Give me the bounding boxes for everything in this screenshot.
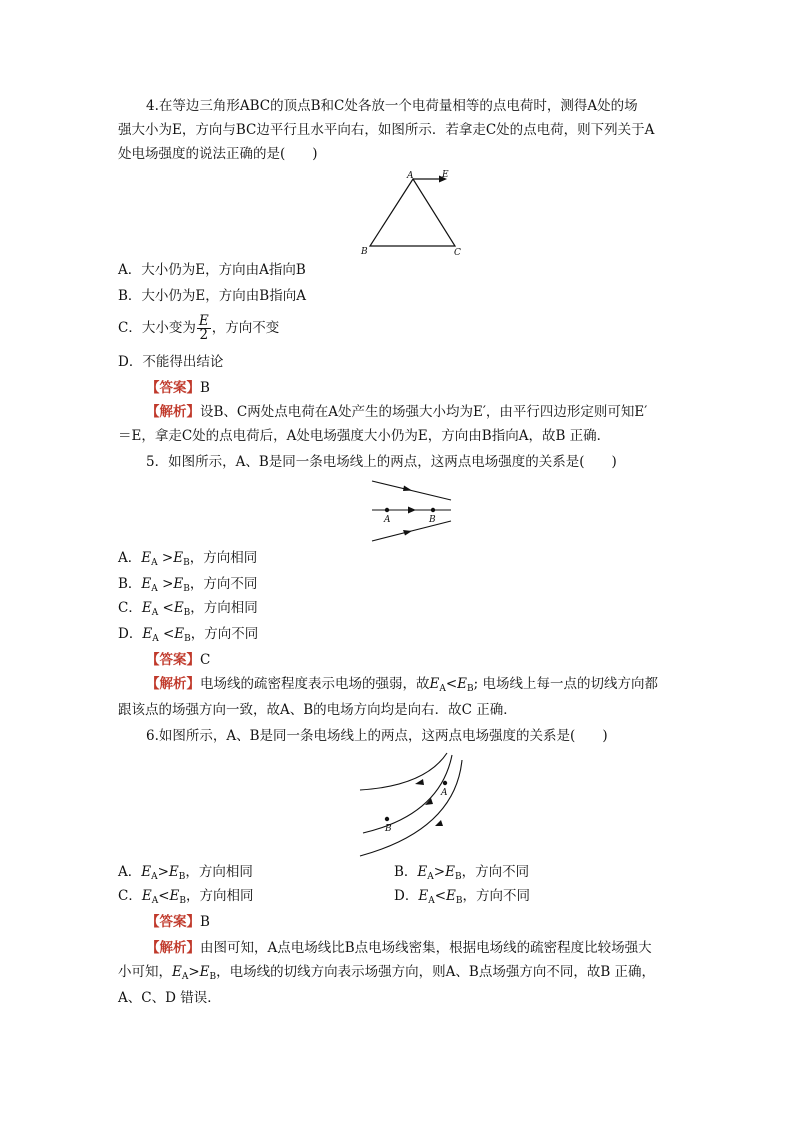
point-b bbox=[431, 508, 435, 512]
analysis-text: 由图可知，A点电场线比B点电场线密集，根据电场线的疏密程度比较场强大 bbox=[200, 940, 652, 956]
answer-value: B bbox=[200, 380, 210, 396]
field-line-middle bbox=[363, 755, 452, 833]
q4-triangle-figure bbox=[355, 166, 465, 256]
fraction-e-over-2 bbox=[197, 315, 211, 342]
fraction-denominator: 2 bbox=[199, 327, 209, 343]
vertex-label-b: B bbox=[361, 247, 368, 256]
q6-option-b: B．$E_A>E_B$，方向不同 bbox=[394, 864, 530, 882]
q5-stem-line1: 5．如图所示，A、B是同一条电场线上的两点，这两点电场强度的关系是( ) bbox=[146, 454, 617, 470]
triangle-abc bbox=[370, 179, 455, 246]
point-a bbox=[443, 781, 447, 785]
analysis-label: 【解析】 bbox=[146, 940, 200, 956]
q5-analysis-line1 bbox=[146, 674, 658, 699]
point-b bbox=[385, 817, 389, 821]
q4-analysis-line1 bbox=[146, 402, 647, 422]
q5-option-b: B．$E_A >E_B$，方向不同 bbox=[118, 576, 258, 594]
q5-option-d: D．$E_A <E_B$，方向不同 bbox=[118, 626, 259, 644]
q6-option-c: C．$E_A<E_B$，方向相同 bbox=[118, 888, 254, 906]
fraction-numerator: E bbox=[198, 313, 209, 329]
analysis-text: 电场线的疏密程度表示电场的强弱，故$E_A<E_B$; 电场线上每一点的切线方向都 bbox=[200, 676, 658, 694]
point-label-a: A bbox=[384, 515, 391, 525]
q6-option-a: A．$E_A>E_B$，方向相同 bbox=[118, 864, 253, 882]
arrow-label-e: E bbox=[442, 170, 449, 180]
arrowhead-inner bbox=[415, 779, 424, 785]
q5-answer bbox=[146, 650, 210, 670]
q5-option-c: C．$E_A <E_B$，方向相同 bbox=[118, 600, 258, 618]
answer-value: B bbox=[200, 914, 210, 930]
arrowhead-top bbox=[403, 486, 412, 492]
q6-answer bbox=[146, 912, 210, 932]
q4-option-a: A．大小仍为E，方向由A指向B bbox=[118, 262, 306, 278]
vertex-label-c: C bbox=[454, 248, 461, 256]
q4-stem-line3: 处电场强度的说法正确的是( ) bbox=[118, 146, 318, 162]
q6-analysis-line3: A、C、D 错误． bbox=[118, 990, 221, 1006]
arrowhead-outer bbox=[435, 820, 443, 826]
field-line-inner bbox=[360, 753, 447, 790]
point-label-b: B bbox=[385, 824, 392, 834]
q4-analysis-line2: ＝E，拿走C处的点电荷后，A处电场强度大小仍为E，方向由B指向A，故B 正确． bbox=[118, 428, 611, 444]
answer-label: 【答案】 bbox=[146, 914, 200, 930]
q6-curved-field-lines-figure bbox=[355, 750, 470, 860]
q4-option-b: B．大小仍为E，方向由B指向A bbox=[118, 288, 306, 304]
q4-option-c bbox=[118, 310, 279, 346]
field-line-outer bbox=[360, 760, 462, 856]
q6-analysis-line2: 小可知，$E_A>E_B$，电场线的切线方向表示场强方向，则A、B点场强方向不同，故B 正确， bbox=[118, 964, 656, 982]
answer-label: 【答案】 bbox=[146, 652, 200, 668]
q6-option-d: D．$E_A<E_B$，方向不同 bbox=[394, 888, 530, 906]
point-label-a: A bbox=[441, 788, 448, 798]
q4-stem-line1: 4.在等边三角形ABC的顶点B和C处各放一个电荷量相等的点电荷时，测得A处的场 bbox=[146, 98, 638, 114]
q5-field-lines-figure bbox=[368, 476, 458, 546]
q4-answer bbox=[146, 378, 210, 398]
q6-analysis-line1 bbox=[146, 938, 652, 958]
answer-label: 【答案】 bbox=[146, 380, 200, 396]
point-label-b: B bbox=[429, 515, 436, 525]
q6-stem-line1: 6.如图所示，A、B是同一条电场线上的两点，这两点电场强度的关系是( ) bbox=[146, 728, 608, 744]
analysis-label: 【解析】 bbox=[146, 676, 200, 692]
answer-value: C bbox=[200, 652, 211, 668]
point-a bbox=[385, 508, 389, 512]
arrowhead-middle bbox=[408, 507, 416, 514]
vertex-label-a: A bbox=[407, 171, 414, 181]
q4-option-c-post: ，方向不变 bbox=[211, 320, 280, 336]
q4-option-d: D．不能得出结论 bbox=[118, 354, 224, 370]
q4-stem-line2: 强大小为E，方向与BC边平行且水平向右，如图所示．若拿走C处的点电荷，则下列关于A bbox=[118, 122, 655, 138]
q5-option-a: A．$E_A >E_B$，方向相同 bbox=[118, 550, 258, 568]
analysis-text: 设B、C两处点电荷在A处产生的场强大小均为E′，由平行四边形定则可知E′ bbox=[200, 404, 648, 420]
analysis-label: 【解析】 bbox=[146, 404, 200, 420]
q5-analysis-line2: 跟该点的场强方向一致，故A、B的电场方向均是向右．故C 正确． bbox=[118, 702, 517, 718]
q4-option-c-pre: C．大小变为 bbox=[118, 320, 196, 336]
